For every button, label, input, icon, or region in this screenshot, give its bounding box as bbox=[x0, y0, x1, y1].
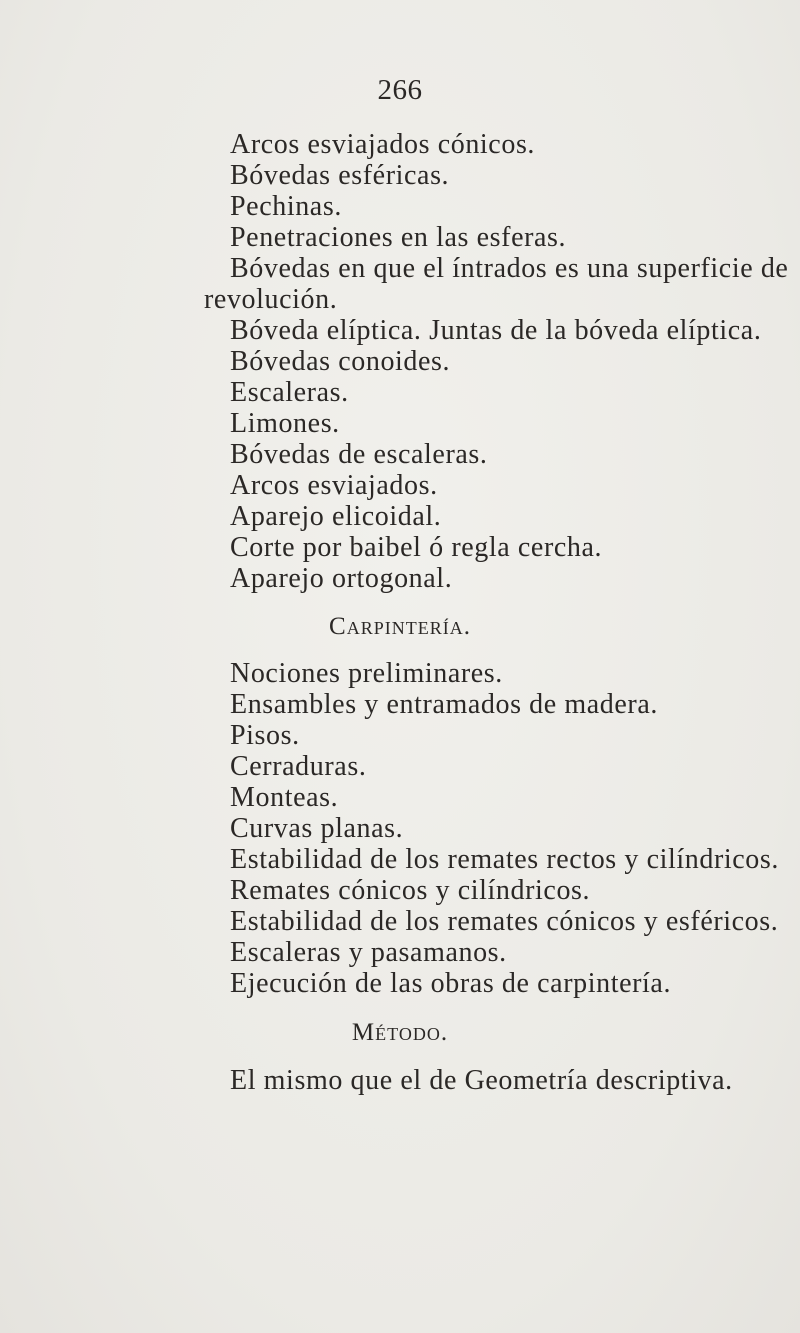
list-item: Bóvedas conoides. bbox=[230, 346, 451, 377]
list-item: Nociones preliminares. bbox=[230, 658, 503, 689]
list-item: Penetraciones en las esferas. bbox=[230, 222, 567, 253]
page-number: 266 bbox=[377, 74, 423, 106]
list-item: Monteas. bbox=[230, 782, 339, 813]
list-item: Aparejo elicoidal. bbox=[230, 501, 442, 532]
list-item: Bóveda elíptica. Juntas de la bóveda elíptica. bbox=[230, 315, 762, 346]
list-item: Pechinas. bbox=[230, 191, 342, 222]
list-item: Corte por baibel ó regla cercha. bbox=[230, 532, 603, 563]
list-item: Ejecución de las obras de carpintería. bbox=[230, 968, 672, 999]
list-item: Ensambles y entramados de madera. bbox=[230, 689, 658, 720]
list-item: Estabilidad de los remates rectos y cilíndricos. bbox=[230, 844, 779, 875]
list-item: Pisos. bbox=[230, 720, 300, 751]
list-item: Aparejo ortogonal. bbox=[230, 563, 453, 594]
list-item: Estabilidad de los remates cónicos y esféricos. bbox=[230, 906, 779, 937]
list-item: Bóvedas en que el íntrados es una superficie de bbox=[230, 253, 789, 284]
list-item: Remates cónicos y cilíndricos. bbox=[230, 875, 591, 906]
list-item: El mismo que el de Geometría descriptiva. bbox=[230, 1065, 733, 1096]
list-item: Curvas planas. bbox=[230, 813, 404, 844]
list-item: Bóvedas de escaleras. bbox=[230, 439, 488, 470]
list-item: Arcos esviajados cónicos. bbox=[230, 129, 536, 160]
list-item: Limones. bbox=[230, 408, 340, 439]
list-item: Escaleras y pasamanos. bbox=[230, 937, 507, 968]
list-item: Cerraduras. bbox=[230, 751, 367, 782]
section-heading-metodo: Método. bbox=[351, 1019, 449, 1046]
list-item-continuation: revolución. bbox=[204, 284, 338, 315]
list-item: Escaleras. bbox=[230, 377, 349, 408]
list-item: Arcos esviajados. bbox=[230, 470, 438, 501]
list-item: Bóvedas esféricas. bbox=[230, 160, 450, 191]
section-heading-carpinteria: Carpintería. bbox=[329, 613, 471, 640]
